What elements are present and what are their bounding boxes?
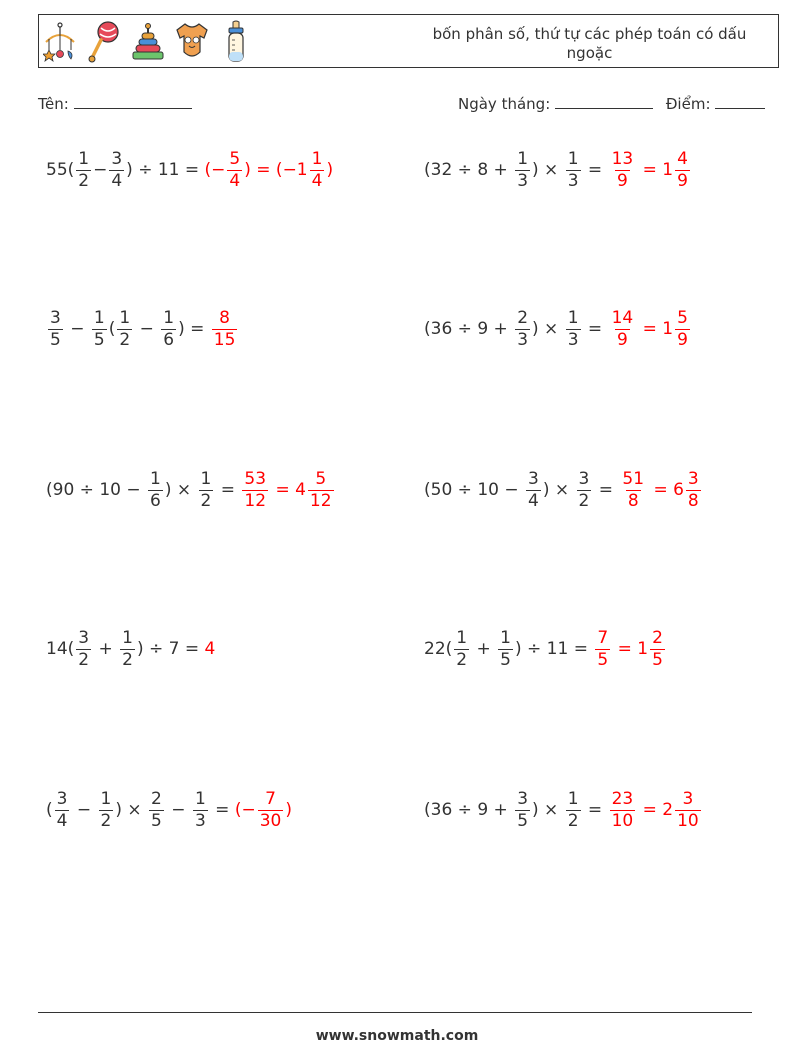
rattle-icon	[87, 20, 121, 64]
footer-site: www.snowmath.com	[315, 1028, 479, 1044]
fraction	[566, 789, 581, 832]
denominator: 5	[151, 810, 162, 831]
problem-2	[424, 140, 692, 200]
stacking-rings-icon	[131, 20, 165, 64]
denominator: 5	[517, 810, 529, 831]
name-label: Tên:	[38, 95, 69, 113]
denominator: 6	[150, 490, 161, 511]
denominator: 10	[677, 810, 699, 831]
answer-fraction	[258, 789, 284, 832]
answer-fraction	[595, 628, 610, 671]
numerator: 1	[119, 307, 131, 328]
fraction	[55, 789, 70, 832]
fraction	[515, 308, 530, 351]
expression-text: =	[582, 800, 608, 820]
denominator: 2	[78, 170, 90, 191]
numerator: 5	[315, 468, 327, 489]
expression-text: (90 ÷ 10 −	[46, 480, 146, 500]
denominator: 3	[567, 329, 579, 350]
denominator: 9	[677, 170, 688, 191]
expression-text: +	[471, 639, 497, 659]
header-icons	[43, 19, 253, 65]
numerator: 1	[122, 627, 133, 648]
expression-text: (36 ÷ 9 +	[424, 319, 514, 339]
numerator: 3	[682, 788, 694, 809]
denominator: 3	[567, 170, 579, 191]
numerator: 3	[50, 307, 61, 328]
expression-text: (50 ÷ 10 −	[424, 480, 524, 500]
denominator: 3	[517, 170, 529, 191]
expression-text: ) ÷ 7 =	[136, 639, 205, 659]
expression-text: =	[209, 800, 235, 820]
fraction	[566, 308, 581, 351]
fraction	[48, 308, 63, 351]
denominator: 4	[56, 810, 68, 831]
problem-7	[46, 619, 215, 679]
fraction	[566, 149, 581, 192]
fraction	[148, 469, 163, 512]
answer-text: = 1	[637, 160, 674, 180]
baby-mobile-icon	[43, 20, 77, 64]
expression-text: (	[46, 800, 53, 820]
numerator: 13	[611, 148, 634, 169]
header-box	[38, 14, 779, 68]
answer-fraction	[675, 149, 690, 192]
answer-fraction	[227, 149, 242, 192]
problem-1	[46, 140, 333, 200]
date-label: Ngày tháng:	[458, 95, 551, 113]
numerator: 1	[311, 148, 323, 169]
answer-fraction	[675, 789, 701, 832]
numerator: 1	[200, 468, 212, 489]
answer-fraction	[310, 149, 325, 192]
expression-text: ) ×	[532, 800, 564, 820]
fraction	[149, 789, 164, 832]
numerator: 3	[517, 788, 529, 809]
numerator: 1	[567, 148, 579, 169]
expression-text: −	[165, 800, 191, 820]
answer-fraction	[308, 469, 334, 512]
date-score-fields	[458, 94, 765, 114]
denominator: 3	[194, 810, 206, 831]
expression-text: ) ×	[115, 800, 148, 820]
fraction	[76, 149, 91, 192]
problem-8	[424, 619, 667, 679]
denominator: 5	[50, 329, 61, 350]
expression-text: 14(	[46, 639, 75, 659]
fraction	[76, 628, 91, 671]
problem-10	[424, 780, 703, 840]
denominator: 12	[309, 490, 332, 511]
expression-text: =	[582, 160, 608, 180]
expression-text: ) =	[178, 319, 210, 339]
fraction	[454, 628, 469, 671]
expression-text: (36 ÷ 9 +	[424, 800, 514, 820]
fraction	[199, 469, 214, 512]
numerator: 2	[652, 627, 663, 648]
expression-text: ) ×	[542, 480, 575, 500]
answer-text: = 4	[270, 480, 306, 500]
numerator: 2	[517, 307, 529, 328]
numerator: 3	[56, 788, 68, 809]
answer-text: (−	[199, 160, 226, 180]
denominator: 4	[311, 170, 323, 191]
numerator: 1	[163, 307, 175, 328]
denominator: 2	[119, 329, 131, 350]
answer-text: = 1	[637, 319, 674, 339]
denominator: 30	[259, 810, 282, 831]
expression-text: ) ÷ 11 =	[126, 160, 200, 180]
expression-text: +	[93, 639, 119, 659]
answer-text: 4	[204, 639, 216, 659]
denominator: 2	[200, 490, 212, 511]
numerator: 3	[687, 468, 699, 489]
fraction	[117, 308, 132, 351]
denominator: 6	[163, 329, 175, 350]
answer-text: )	[285, 800, 292, 820]
fraction	[526, 469, 541, 512]
expression-text: −	[71, 800, 97, 820]
problem-9	[46, 780, 292, 840]
expression-text: =	[593, 480, 619, 500]
numerator: 1	[500, 627, 511, 648]
expression-text: (32 ÷ 8 +	[424, 160, 514, 180]
denominator: 5	[652, 649, 663, 670]
numerator: 1	[567, 307, 579, 328]
numerator: 3	[528, 468, 539, 489]
denominator: 8	[687, 490, 699, 511]
numerator: 1	[78, 148, 90, 169]
denominator: 9	[617, 329, 628, 350]
numerator: 3	[111, 148, 123, 169]
expression-text: =	[582, 319, 608, 339]
denominator: 9	[677, 329, 688, 350]
answer-text: = 1	[612, 639, 649, 659]
answer-text: )	[326, 160, 334, 180]
numerator: 3	[78, 627, 90, 648]
fraction	[109, 149, 124, 192]
problem-5	[46, 460, 336, 520]
answer-fraction	[650, 628, 665, 671]
bodysuit-icon	[175, 20, 209, 64]
fraction	[515, 149, 530, 192]
footer-divider	[38, 1012, 752, 1013]
numerator: 1	[567, 788, 579, 809]
denominator: 2	[78, 649, 90, 670]
answer-fraction	[686, 469, 701, 512]
expression-text: ) ×	[164, 480, 197, 500]
score-label: Điểm:	[665, 95, 711, 113]
numerator: 1	[456, 627, 468, 648]
denominator: 2	[578, 490, 590, 511]
denominator: 2	[567, 810, 579, 831]
numerator: 2	[151, 788, 162, 809]
answer-fraction	[610, 789, 636, 832]
denominator: 4	[111, 170, 123, 191]
fraction	[92, 308, 107, 351]
denominator: 3	[517, 329, 529, 350]
problem-3	[46, 299, 239, 359]
expression-text: ) ×	[532, 160, 564, 180]
numerator: 8	[219, 307, 230, 328]
fraction	[193, 789, 208, 832]
denominator: 9	[617, 170, 628, 191]
numerator: 51	[622, 468, 645, 489]
expression-text: −	[64, 319, 90, 339]
denominator: 4	[229, 170, 241, 191]
denominator: 10	[611, 810, 634, 831]
score-blank[interactable]	[715, 95, 765, 109]
answer-fraction	[610, 308, 636, 351]
denominator: 2	[100, 810, 112, 831]
answer-fraction	[242, 469, 268, 512]
numerator: 5	[229, 148, 241, 169]
numerator: 1	[517, 148, 529, 169]
baby-bottle-icon	[219, 20, 253, 64]
denominator: 12	[244, 490, 267, 511]
expression-text: 55(	[46, 160, 75, 180]
fraction	[515, 789, 530, 832]
answer-text: ) = (−1	[244, 160, 308, 180]
expression-text: 22(	[424, 639, 453, 659]
denominator: 5	[93, 329, 105, 350]
answer-text: (−	[234, 800, 256, 820]
answer-text: = 6	[648, 480, 684, 500]
numerator: 1	[93, 307, 105, 328]
answer-fraction	[620, 469, 646, 512]
numerator: 14	[611, 307, 634, 328]
answer-fraction	[610, 149, 636, 192]
fraction	[498, 628, 513, 671]
name-field	[38, 94, 192, 114]
numerator: 23	[611, 788, 634, 809]
numerator: 4	[677, 148, 688, 169]
expression-text: ) ×	[532, 319, 564, 339]
numerator: 1	[100, 788, 112, 809]
expression-text: ) ÷ 11 =	[514, 639, 594, 659]
numerator: 7	[597, 627, 609, 648]
worksheet-title: bốn phân số, thứ tự các phép toán có dấu ngoặc	[432, 25, 747, 62]
problem-6	[424, 460, 703, 520]
numerator: 1	[194, 788, 206, 809]
denominator: 8	[627, 490, 639, 511]
expression-text: −	[93, 160, 108, 180]
numerator: 7	[265, 788, 276, 809]
denominator: 5	[500, 649, 511, 670]
numerator: 3	[578, 468, 590, 489]
numerator: 1	[150, 468, 161, 489]
fraction	[161, 308, 176, 351]
denominator: 4	[528, 490, 539, 511]
fraction	[99, 789, 114, 832]
numerator: 53	[244, 468, 267, 489]
denominator: 2	[456, 649, 468, 670]
expression-text: (	[108, 319, 116, 339]
denominator: 15	[213, 329, 236, 350]
date-blank[interactable]	[555, 95, 653, 109]
expression-text: −	[134, 319, 160, 339]
numerator: 5	[677, 307, 688, 328]
denominator: 2	[122, 649, 133, 670]
fraction	[577, 469, 592, 512]
expression-text: =	[215, 480, 241, 500]
problem-4	[424, 299, 692, 359]
answer-text: = 2	[637, 800, 674, 820]
answer-fraction	[212, 308, 238, 351]
answer-fraction	[675, 308, 690, 351]
fraction	[120, 628, 135, 671]
name-blank[interactable]	[74, 95, 192, 109]
denominator: 5	[597, 649, 609, 670]
